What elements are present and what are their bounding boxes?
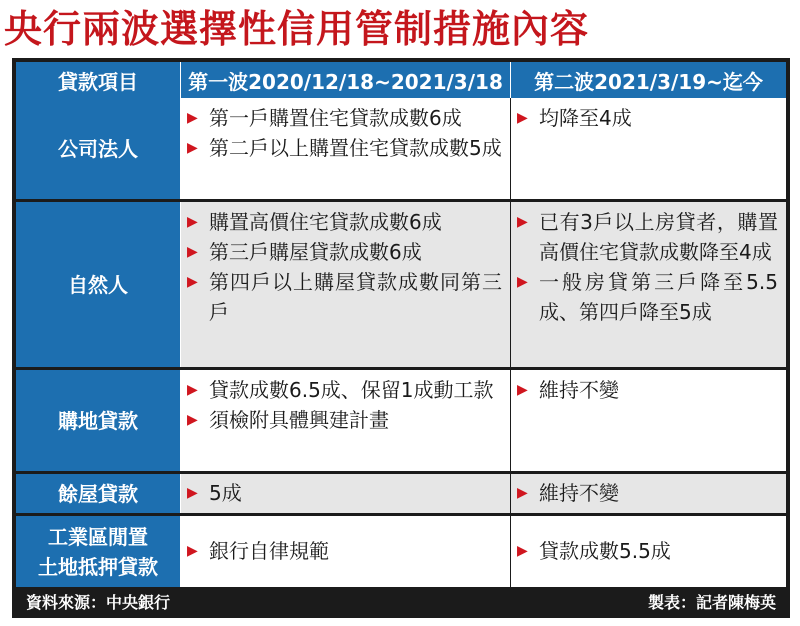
bullet-arrow-icon: ▶ <box>517 110 528 126</box>
row-label-unsold-housing-loan <box>16 474 180 513</box>
item-text: 5成 <box>209 481 242 505</box>
bullet-arrow-icon: ▶ <box>187 485 198 501</box>
bullet-arrow-icon: ▶ <box>187 382 198 398</box>
cell-industrial-land-wave-2 <box>511 516 786 587</box>
item-text: 貸款成數6.5成、保留1成動工款 <box>209 378 494 402</box>
list-item <box>187 375 502 405</box>
bullet-arrow-icon: ▶ <box>517 274 528 290</box>
cell-land-loan-wave-1 <box>181 370 510 471</box>
row-label-line: 公司法人 <box>58 136 138 161</box>
bullet-arrow-icon: ▶ <box>187 110 198 126</box>
cell-individual-wave-1 <box>181 202 510 367</box>
bullet-arrow-icon: ▶ <box>517 382 528 398</box>
item-text: 維持不變 <box>539 378 619 402</box>
row-divider <box>16 513 786 516</box>
item-text: 第四戶以上購屋貸款成數同第三戶 <box>209 270 502 324</box>
list-item <box>517 267 778 327</box>
row-label-line: 土地抵押貸款 <box>38 554 158 579</box>
list-item <box>187 103 502 133</box>
cell-land-loan-wave-2 <box>511 370 786 471</box>
item-text: 維持不變 <box>539 481 619 505</box>
row-label-line: 工業區閒置 <box>48 524 148 549</box>
bullet-arrow-icon: ▶ <box>517 543 528 559</box>
cell-corporate-wave-1 <box>181 98 510 199</box>
bullet-arrow-icon: ▶ <box>187 140 198 156</box>
list-item <box>517 103 778 133</box>
credit-note: 製表：記者陳梅英 <box>647 593 776 612</box>
bullet-arrow-icon: ▶ <box>187 274 198 290</box>
list-item <box>187 478 502 508</box>
item-text: 銀行自律規範 <box>209 539 329 563</box>
row-label-land-loan <box>16 370 180 471</box>
cell-unsold-housing-wave-2 <box>511 474 786 513</box>
list-item <box>187 237 502 267</box>
bullet-arrow-icon: ▶ <box>517 485 528 501</box>
item-text: 須檢附具體興建計畫 <box>209 408 389 432</box>
list-item <box>517 536 778 566</box>
row-divider <box>16 367 786 370</box>
bullet-arrow-icon: ▶ <box>187 412 198 428</box>
row-label-corporate <box>16 98 180 199</box>
row-label-individual <box>16 202 180 367</box>
bullet-arrow-icon: ▶ <box>187 543 198 559</box>
item-text: 第三戶購屋貸款成數6成 <box>209 240 422 264</box>
list-item <box>517 478 778 508</box>
list-item <box>517 207 778 267</box>
item-text: 第二戶以上購置住宅貸款成數5成 <box>209 136 502 160</box>
bullet-arrow-icon: ▶ <box>187 244 198 260</box>
row-divider <box>16 471 786 474</box>
header-wave-1: 第一波2020/12/18~2021/3/18 <box>181 62 510 98</box>
item-text: 購置高價住宅貸款成數6成 <box>209 210 442 234</box>
row-label-line: 自然人 <box>68 272 128 297</box>
list-item <box>187 267 502 327</box>
header-wave-2: 第二波2021/3/19~迄今 <box>511 62 786 98</box>
policy-table <box>16 62 786 587</box>
page-title: 央行兩波選擇性信用管制措施內容 <box>4 6 590 51</box>
row-divider <box>16 199 786 202</box>
item-text: 均降至4成 <box>539 106 632 130</box>
item-text: 已有3戶以上房貸者，購置高價住宅貸款成數降至4成 <box>539 210 778 264</box>
source-note: 資料來源：中央銀行 <box>26 593 171 612</box>
row-label-industrial-land-loan <box>16 516 180 587</box>
footer-bar <box>12 589 790 616</box>
list-item <box>187 405 502 435</box>
row-label-line: 餘屋貸款 <box>58 481 138 506</box>
list-item <box>517 375 778 405</box>
list-item <box>187 207 502 237</box>
list-item <box>187 536 502 566</box>
cell-individual-wave-2 <box>511 202 786 367</box>
bullet-arrow-icon: ▶ <box>517 214 528 230</box>
cell-industrial-land-wave-1 <box>181 516 510 587</box>
bullet-arrow-icon: ▶ <box>187 214 198 230</box>
item-text: 一般房貸第三戶降至5.5成、第四戶降至5成 <box>539 270 778 324</box>
list-item <box>187 133 502 163</box>
item-text: 第一戶購置住宅貸款成數6成 <box>209 106 462 130</box>
cell-corporate-wave-2 <box>511 98 786 199</box>
header-loan-item: 貸款項目 <box>16 62 180 98</box>
table-frame <box>12 58 790 618</box>
item-text: 貸款成數5.5成 <box>539 539 671 563</box>
row-label-line: 購地貸款 <box>58 408 138 433</box>
cell-unsold-housing-wave-1 <box>181 474 510 513</box>
